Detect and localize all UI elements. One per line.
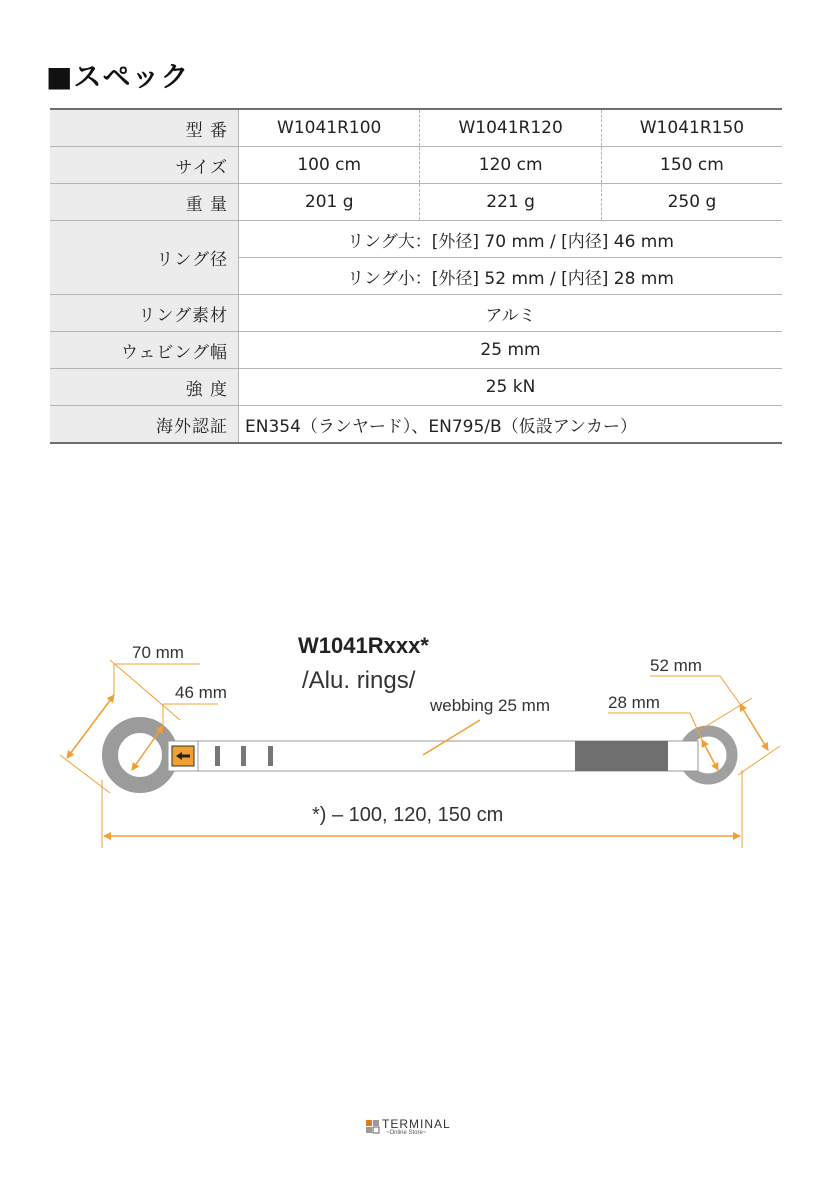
lanyard-diagram — [0, 600, 833, 860]
table-row — [50, 369, 782, 406]
dim-inner-large: 46 mm — [175, 683, 227, 702]
page-title: ■スペック — [46, 60, 190, 93]
weight-cell: 201 g — [239, 184, 420, 221]
footer-logo — [366, 1117, 476, 1141]
webbing-width-label: ウェビング幅 — [50, 332, 239, 369]
model-label: 型 番 — [50, 109, 239, 147]
table-row — [50, 406, 782, 444]
stitch-mark — [268, 746, 273, 766]
table-row — [50, 184, 782, 221]
certification-label: 海外認証 — [50, 406, 239, 444]
weight-cell: 250 g — [667, 192, 717, 212]
dim-ext-line — [110, 660, 180, 720]
dim-outer-large: 70 mm — [132, 643, 184, 662]
ring-small-cell: リング小：[外径] 52 mm / [内径] 28 mm — [347, 268, 674, 289]
certification-cell: EN354（ランヤード）、EN795/B（仮設アンカー） — [245, 416, 638, 437]
spec-table — [50, 108, 782, 444]
footer-sub: ~Online Store~ — [386, 1130, 427, 1136]
table-row — [50, 147, 782, 184]
table-row — [50, 295, 782, 332]
webbing-width-cell: 25 mm — [480, 340, 541, 360]
ring-material-label: リング素材 — [50, 295, 239, 332]
webbing-sleeve — [575, 741, 668, 771]
dim-ext-line — [700, 698, 752, 730]
dim-line-28mm — [702, 740, 718, 770]
dim-webbing: webbing 25 mm — [430, 696, 551, 715]
diagram-subtitle: /Alu. rings/ — [302, 667, 416, 694]
strength-cell: 25 kN — [485, 377, 536, 397]
logo-mark-icon — [366, 1120, 380, 1134]
dim-length: *) – 100, 120, 150 cm — [312, 804, 504, 826]
size-cell: 120 cm — [420, 147, 601, 184]
stitch-mark — [241, 746, 246, 766]
diagram-model: W1041Rxxx* — [298, 633, 429, 658]
table-row — [50, 332, 782, 369]
large-ring — [110, 725, 170, 785]
stitch-mark — [215, 746, 220, 766]
model-cell: W1041R150 — [639, 118, 745, 138]
size-cell: 100 cm — [239, 147, 420, 184]
dim-outer-small: 52 mm — [650, 656, 702, 675]
size-cell: 150 cm — [660, 155, 724, 175]
weight-cell: 221 g — [420, 184, 601, 221]
dim-leader — [720, 676, 740, 704]
strength-label: 強 度 — [50, 369, 239, 406]
footer-brand: TERMINAL — [382, 1117, 451, 1131]
weight-label: 重 量 — [50, 184, 239, 221]
ring-large-cell: リング大：[外径] 70 mm / [内径] 46 mm — [347, 231, 674, 252]
dim-inner-small: 28 mm — [608, 693, 660, 712]
ring-diameter-label: リング径 — [50, 221, 239, 295]
size-label: サイズ — [50, 147, 239, 184]
model-cell: W1041R100 — [239, 109, 420, 147]
table-row — [50, 109, 782, 147]
table-row — [50, 221, 782, 258]
dim-line-52mm — [740, 704, 768, 750]
model-cell: W1041R120 — [420, 109, 601, 147]
ring-material-cell: アルミ — [485, 305, 536, 326]
dim-ext-line — [738, 746, 780, 775]
